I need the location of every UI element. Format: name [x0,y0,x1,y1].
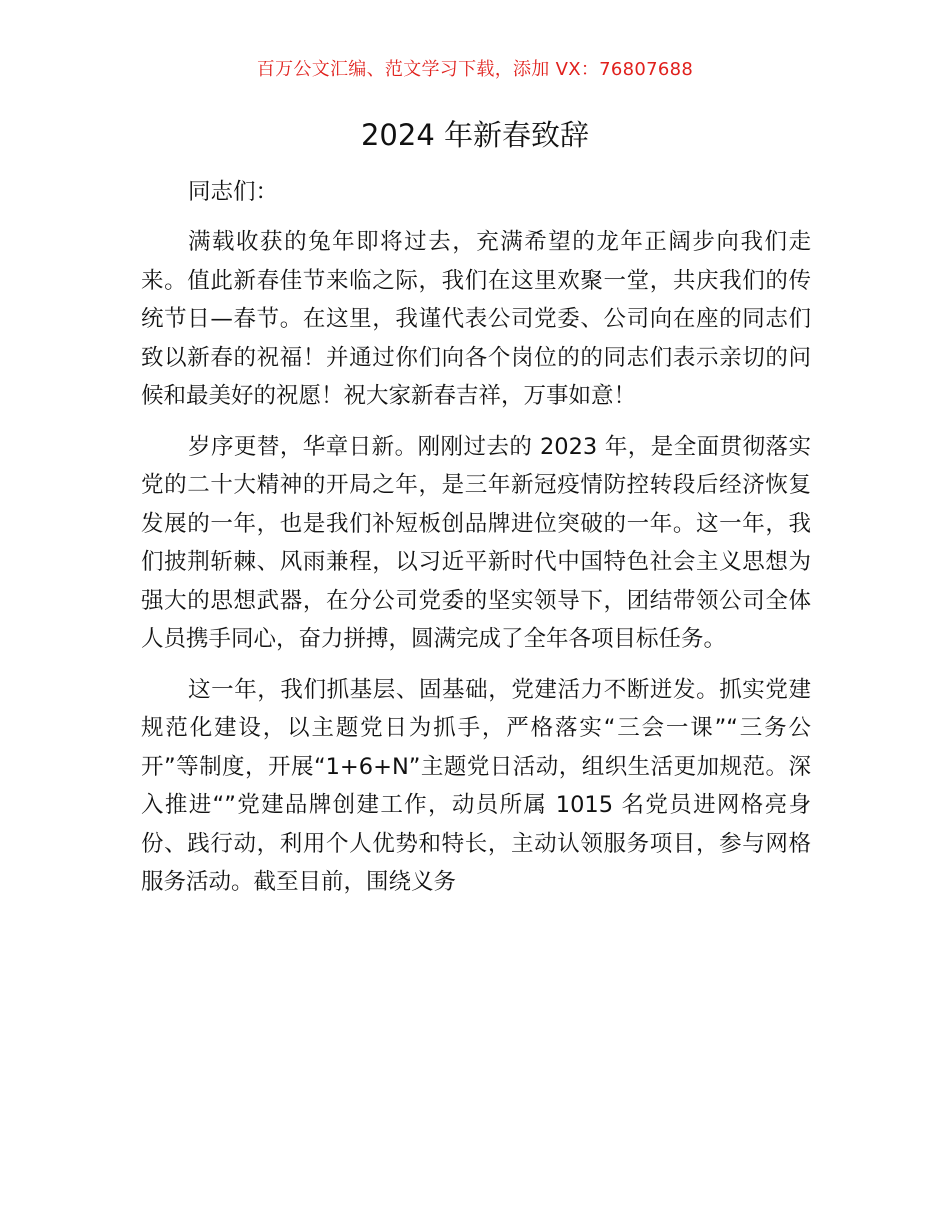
header-banner: 百万公文汇编、范文学习下载，添加 VX：76807688 [256,59,694,80]
paragraph-2: 岁序更替，华章日新。刚刚过去的 2023 年，是全面贯彻落实党的二十大精神的开局之年，是三年新冠疫情防控转段后经济恢复发展的一年，也是我们补短板创品牌进位突破的一年。这一年，我们披荆斩棘、风雨兼程，以习近平新时代中国特色社会主义思想为强大的思想武器，在分公司党委的坚实领导下，团结带领公司全体人员携手同心，奋力拼搏，圆满完成了全年各项目标任务。 [141,433,811,652]
paragraph-1: 满载收获的兔年即将过去，充满希望的龙年正阔步向我们走来。值此新春佳节来临之际，我们在这里欢聚一堂，共庆我们的传统节日—春节。在这里，我谨代表公司党委、公司向在座的同志们致以新春的祝福！并通过你们向各个岗位的的同志们表示亲切的问候和最美好的祝愿！祝大家新春吉祥，万事如意！ [141,229,811,409]
document-title: 2024 年新春致辞 [360,118,590,152]
paragraph-3: 这一年，我们抓基层、固基础，党建活力不断迸发。抓实党建规范化建设，以主题党日为抓手，严格落实“三会一课”“三务公开”等制度，开展“1+6+N”主题党日活动，组织生活更加规范。深入推进“”党建品牌创建工作，动员所属 1015 名党员进网格亮身份、践行动，利用个人优势和特长，主动认领服务项目，参与网格服务活动。截至目前，围绕义务 [141,676,811,895]
salutation: 同志们： [188,179,279,205]
document-body [141,173,811,914]
